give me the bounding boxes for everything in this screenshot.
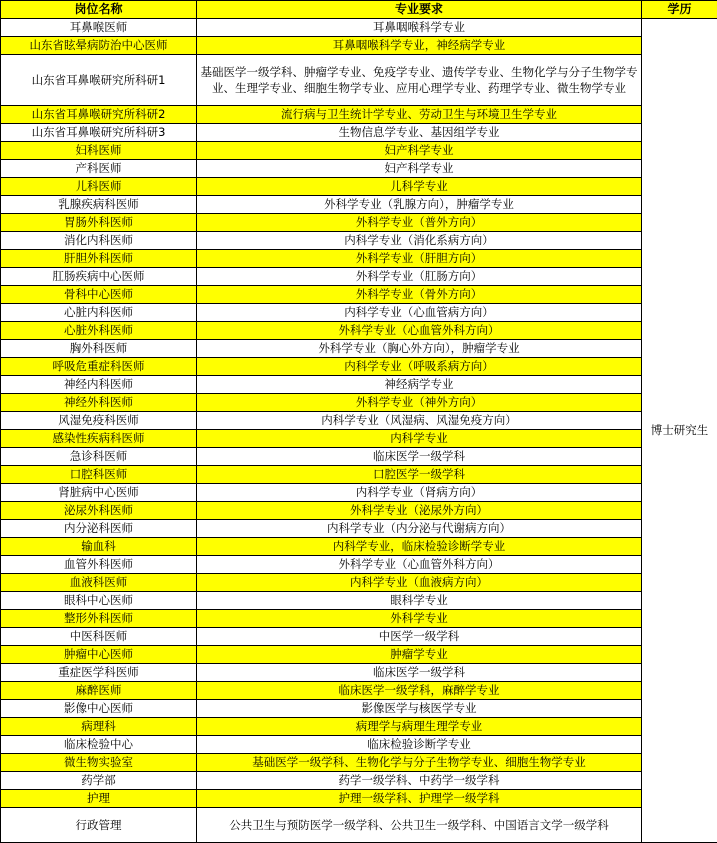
position-cell: 胸外科医师 (1, 340, 197, 358)
requirement-cell: 外科学专业（骨外方向） (197, 286, 642, 304)
position-cell: 骨科中心医师 (1, 286, 197, 304)
position-cell: 肝胆外科医师 (1, 250, 197, 268)
requirement-cell: 临床医学一级学科 (197, 448, 642, 466)
position-cell: 口腔科医师 (1, 466, 197, 484)
table-row (1, 502, 717, 520)
table-row (1, 160, 717, 178)
table-row (1, 772, 717, 790)
table-row (1, 484, 717, 502)
requirement-cell: 神经病学专业 (197, 376, 642, 394)
requirement-cell: 耳鼻咽喉科学专业，神经病学专业 (197, 37, 642, 55)
position-cell: 感染性疾病科医师 (1, 430, 197, 448)
position-cell: 产科医师 (1, 160, 197, 178)
position-cell: 泌尿外科医师 (1, 502, 197, 520)
table-row (1, 520, 717, 538)
position-cell: 神经内科医师 (1, 376, 197, 394)
position-cell: 肾脏病中心医师 (1, 484, 197, 502)
position-cell: 儿科医师 (1, 178, 197, 196)
table-row (1, 700, 717, 718)
position-cell: 风湿免疫科医师 (1, 412, 197, 430)
table-row (1, 574, 717, 592)
requirement-cell: 公共卫生与预防医学一级学科、公共卫生一级学科、中国语言文学一级学科 (197, 808, 642, 843)
table-row (1, 232, 717, 250)
position-cell: 眼科中心医师 (1, 592, 197, 610)
position-cell: 急诊科医师 (1, 448, 197, 466)
requirement-cell: 中医学一级学科 (197, 628, 642, 646)
requirement-cell: 基础医学一级学科、生物化学与分子生物学专业、细胞生物学专业 (197, 754, 642, 772)
requirement-cell: 内科学专业，临床检验诊断学专业 (197, 538, 642, 556)
requirement-cell: 生物信息学专业、基因组学专业 (197, 124, 642, 142)
requirement-cell: 内科学专业（肾病方向） (197, 484, 642, 502)
requirement-cell: 影像医学与核医学专业 (197, 700, 642, 718)
header-position: 岗位名称 (1, 1, 197, 19)
table-row (1, 466, 717, 484)
requirement-cell: 外科学专业（神外方向） (197, 394, 642, 412)
position-cell: 呼吸危重症科医师 (1, 358, 197, 376)
position-cell: 山东省眩晕病防治中心医师 (1, 37, 197, 55)
position-cell: 血液科医师 (1, 574, 197, 592)
position-cell: 山东省耳鼻喉研究所科研3 (1, 124, 197, 142)
position-cell: 心脏内科医师 (1, 304, 197, 322)
requirement-cell: 耳鼻咽喉科学专业 (197, 19, 642, 37)
table-row (1, 358, 717, 376)
table-header-row (1, 1, 717, 19)
requirement-cell: 药学一级学科、中药学一级学科 (197, 772, 642, 790)
table-row (1, 736, 717, 754)
table-row (1, 646, 717, 664)
table-row (1, 412, 717, 430)
requirement-cell: 临床检验诊断学专业 (197, 736, 642, 754)
table-row (1, 682, 717, 700)
table-row (1, 592, 717, 610)
requirement-cell: 外科学专业（肛肠方向） (197, 268, 642, 286)
requirement-cell: 内科学专业（消化系病方向） (197, 232, 642, 250)
table-row (1, 556, 717, 574)
table-row (1, 178, 717, 196)
requirement-cell: 眼科学专业 (197, 592, 642, 610)
requirement-cell: 肿瘤学专业 (197, 646, 642, 664)
position-cell: 病理科 (1, 718, 197, 736)
requirement-cell: 妇产科学专业 (197, 142, 642, 160)
position-cell: 中医科医师 (1, 628, 197, 646)
table-row (1, 214, 717, 232)
requirement-cell: 妇产科学专业 (197, 160, 642, 178)
table-row (1, 808, 717, 843)
position-cell: 护理 (1, 790, 197, 808)
position-cell: 肿瘤中心医师 (1, 646, 197, 664)
requirement-cell: 外科学专业（普外方向） (197, 214, 642, 232)
requirement-cell: 基础医学一级学科、肿瘤学专业、免疫学专业、遗传学专业、生物化学与分子生物学专业、生理学专业、细胞生物学专业、应用心理学专业、药理学专业、微生物学专业 (197, 55, 642, 106)
position-cell: 整形外科医师 (1, 610, 197, 628)
position-cell: 麻醉医师 (1, 682, 197, 700)
table-row (1, 664, 717, 682)
position-cell: 山东省耳鼻喉研究所科研1 (1, 55, 197, 106)
requirement-cell: 儿科学专业 (197, 178, 642, 196)
table-row (1, 196, 717, 214)
position-cell: 重症医学科医师 (1, 664, 197, 682)
table-row (1, 718, 717, 736)
position-cell: 输血科 (1, 538, 197, 556)
requirement-cell: 内科学专业 (197, 430, 642, 448)
table-row (1, 322, 717, 340)
requirement-cell: 临床医学一级学科，麻醉学专业 (197, 682, 642, 700)
position-cell: 肛肠疾病中心医师 (1, 268, 197, 286)
requirement-cell: 流行病与卫生统计学专业、劳动卫生与环境卫生学专业 (197, 106, 642, 124)
requirement-cell: 外科学专业（心血管外科方向） (197, 322, 642, 340)
requirement-cell: 临床医学一级学科 (197, 664, 642, 682)
position-cell: 心脏外科医师 (1, 322, 197, 340)
requirement-cell: 外科学专业（心血管外科方向） (197, 556, 642, 574)
table-row (1, 430, 717, 448)
requirement-cell: 外科学专业 (197, 610, 642, 628)
requirement-cell: 内科学专业（内分泌与代谢病方向） (197, 520, 642, 538)
position-cell: 耳鼻喉医师 (1, 19, 197, 37)
position-cell: 乳腺疾病科医师 (1, 196, 197, 214)
table-row (1, 628, 717, 646)
table-row (1, 376, 717, 394)
position-cell: 血管外科医师 (1, 556, 197, 574)
table-row (1, 37, 717, 55)
table-row (1, 754, 717, 772)
requirement-cell: 内科学专业（呼吸系病方向） (197, 358, 642, 376)
degree-cell: 博士研究生 (642, 19, 717, 843)
table-row (1, 250, 717, 268)
requirement-cell: 外科学专业（胸心外方向），肿瘤学专业 (197, 340, 642, 358)
table-row (1, 610, 717, 628)
position-cell: 微生物实验室 (1, 754, 197, 772)
requirement-cell: 外科学专业（肝胆方向） (197, 250, 642, 268)
requirement-cell: 内科学专业（风湿病、风湿免疫方向） (197, 412, 642, 430)
table-row (1, 304, 717, 322)
table-row (1, 55, 717, 106)
table-row (1, 142, 717, 160)
table-row (1, 394, 717, 412)
table-row (1, 790, 717, 808)
table-row (1, 448, 717, 466)
requirement-cell: 外科学专业（乳腺方向），肿瘤学专业 (197, 196, 642, 214)
table-body (1, 19, 717, 843)
requirement-cell: 病理学与病理生理学专业 (197, 718, 642, 736)
table-row (1, 340, 717, 358)
requirement-cell: 内科学专业（心血管病方向） (197, 304, 642, 322)
position-cell: 行政管理 (1, 808, 197, 843)
position-cell: 内分泌科医师 (1, 520, 197, 538)
position-cell: 胃肠外科医师 (1, 214, 197, 232)
position-cell: 山东省耳鼻喉研究所科研2 (1, 106, 197, 124)
requirement-cell: 外科学专业（泌尿外方向） (197, 502, 642, 520)
table-row (1, 538, 717, 556)
position-cell: 临床检验中心 (1, 736, 197, 754)
position-cell: 妇科医师 (1, 142, 197, 160)
header-requirement: 专业要求 (197, 1, 642, 19)
position-cell: 影像中心医师 (1, 700, 197, 718)
table-row (1, 124, 717, 142)
header-degree: 学历 (642, 1, 717, 19)
table-row (1, 286, 717, 304)
position-cell: 药学部 (1, 772, 197, 790)
position-cell: 神经外科医师 (1, 394, 197, 412)
table-row (1, 106, 717, 124)
position-cell: 消化内科医师 (1, 232, 197, 250)
table-row (1, 19, 717, 37)
requirement-cell: 护理一级学科、护理学一级学科 (197, 790, 642, 808)
requirement-cell: 内科学专业（血液病方向） (197, 574, 642, 592)
requirement-cell: 口腔医学一级学科 (197, 466, 642, 484)
table-row (1, 268, 717, 286)
